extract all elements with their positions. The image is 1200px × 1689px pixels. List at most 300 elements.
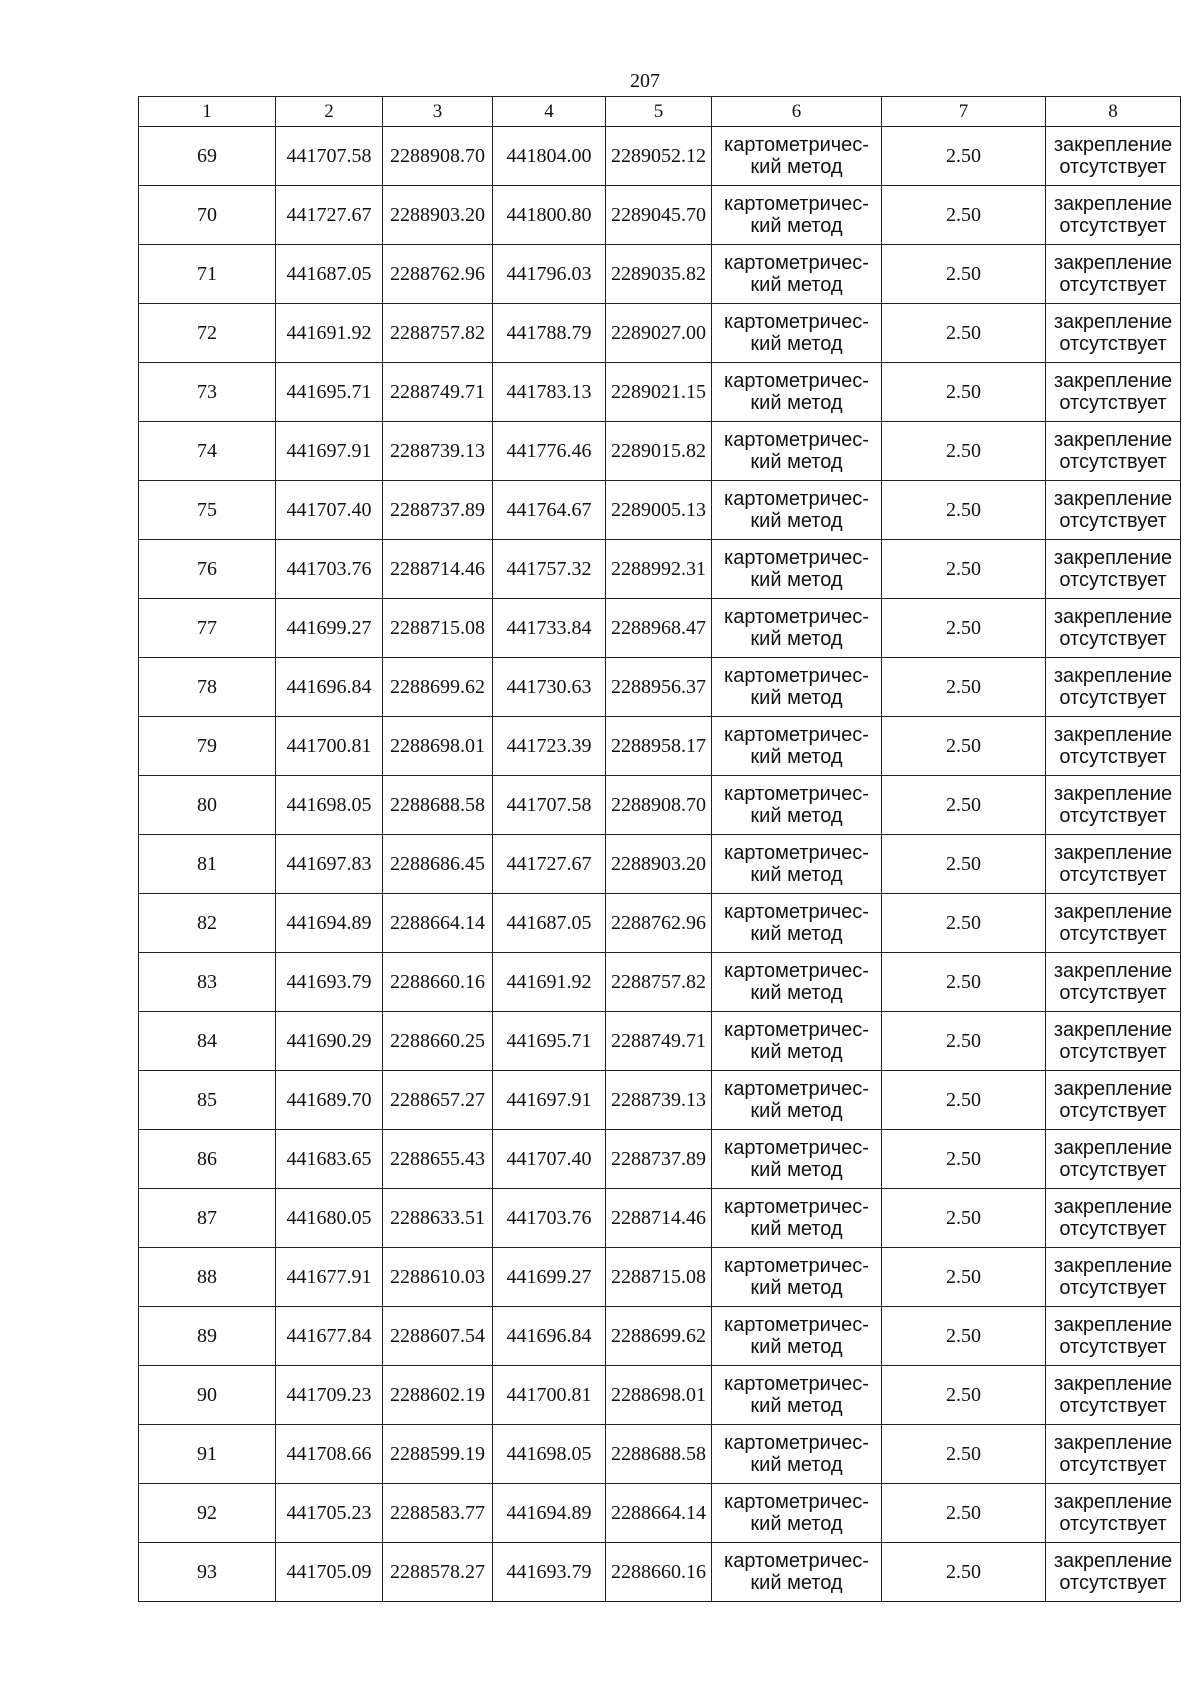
fixation-line-1: закрепление [1053,1196,1173,1218]
x-start-cell: 441703.76 [276,540,383,599]
x-start-cell: 441691.92 [276,304,383,363]
x-start-cell: 441707.58 [276,127,383,186]
y-start-cell: 2288739.13 [383,422,493,481]
method-line-2: кий метод [750,1277,843,1299]
row-number-cell: 74 [139,422,276,481]
y-end-cell: 2289021.15 [606,363,712,422]
method-line-2: кий метод [750,392,843,414]
table-row [139,1248,1181,1307]
table-row [139,422,1181,481]
accuracy-cell: 2.50 [882,1484,1046,1543]
table-row [139,363,1181,422]
accuracy-cell: 2.50 [882,186,1046,245]
row-number-cell: 91 [139,1425,276,1484]
row-number-cell: 93 [139,1543,276,1602]
table-row [139,776,1181,835]
accuracy-cell: 2.50 [882,953,1046,1012]
method-cell [712,953,882,1012]
fixation-line-2: отсутствует [1059,569,1167,591]
fixation-cell [1046,717,1181,776]
fixation-line-2: отсутствует [1059,1100,1167,1122]
method-line-1: картометричес- [724,488,869,510]
fixation-line-1: закрепление [1053,1137,1173,1159]
y-start-cell: 2288664.14 [383,894,493,953]
x-start-cell: 441690.29 [276,1012,383,1071]
column-header: 2 [276,97,383,127]
x-end-cell: 441695.71 [493,1012,606,1071]
x-start-cell: 441677.84 [276,1307,383,1366]
fixation-line-1: закрепление [1053,1432,1173,1454]
fixation-cell [1046,540,1181,599]
method-cell [712,422,882,481]
fixation-cell [1046,776,1181,835]
method-line-2: кий метод [750,982,843,1004]
row-number-cell: 89 [139,1307,276,1366]
x-end-cell: 441727.67 [493,835,606,894]
column-header: 8 [1046,97,1181,127]
accuracy-cell: 2.50 [882,540,1046,599]
method-line-2: кий метод [750,1454,843,1476]
column-header: 1 [139,97,276,127]
method-cell [712,186,882,245]
fixation-cell [1046,835,1181,894]
x-start-cell: 441699.27 [276,599,383,658]
table-row [139,717,1181,776]
table-row [139,1189,1181,1248]
accuracy-cell: 2.50 [882,658,1046,717]
x-end-cell: 441691.92 [493,953,606,1012]
x-start-cell: 441697.91 [276,422,383,481]
fixation-cell [1046,304,1181,363]
fixation-cell [1046,481,1181,540]
accuracy-cell: 2.50 [882,481,1046,540]
row-number-cell: 85 [139,1071,276,1130]
x-start-cell: 441683.65 [276,1130,383,1189]
row-number-cell: 73 [139,363,276,422]
row-number-cell: 72 [139,304,276,363]
fixation-line-1: закрепление [1053,311,1173,333]
y-end-cell: 2288956.37 [606,658,712,717]
table-row [139,1012,1181,1071]
y-start-cell: 2288714.46 [383,540,493,599]
fixation-line-1: закрепление [1053,665,1173,687]
fixation-cell [1046,1130,1181,1189]
method-cell [712,127,882,186]
x-start-cell: 441707.40 [276,481,383,540]
method-cell [712,1130,882,1189]
x-start-cell: 441694.89 [276,894,383,953]
column-header: 3 [383,97,493,127]
row-number-cell: 77 [139,599,276,658]
row-number-cell: 90 [139,1366,276,1425]
method-line-2: кий метод [750,333,843,355]
method-cell [712,776,882,835]
method-line-1: картометричес- [724,1373,869,1395]
table-row [139,304,1181,363]
x-start-cell: 441705.23 [276,1484,383,1543]
accuracy-cell: 2.50 [882,1543,1046,1602]
fixation-cell [1046,1307,1181,1366]
x-end-cell: 441694.89 [493,1484,606,1543]
method-line-2: кий метод [750,628,843,650]
row-number-cell: 88 [139,1248,276,1307]
method-line-2: кий метод [750,805,843,827]
method-cell [712,1425,882,1484]
x-end-cell: 441707.40 [493,1130,606,1189]
y-start-cell: 2288903.20 [383,186,493,245]
y-end-cell: 2289045.70 [606,186,712,245]
table-row [139,658,1181,717]
x-end-cell: 441699.27 [493,1248,606,1307]
method-line-2: кий метод [750,1100,843,1122]
header-row [139,97,1181,127]
fixation-line-2: отсутствует [1059,628,1167,650]
table-row [139,1130,1181,1189]
y-start-cell: 2288607.54 [383,1307,493,1366]
y-start-cell: 2288660.16 [383,953,493,1012]
fixation-line-1: закрепление [1053,842,1173,864]
method-line-1: картометричес- [724,1196,869,1218]
method-line-2: кий метод [750,687,843,709]
fixation-line-1: закрепление [1053,1019,1173,1041]
table-row [139,1307,1181,1366]
accuracy-cell: 2.50 [882,1307,1046,1366]
method-cell [712,1366,882,1425]
y-end-cell: 2288737.89 [606,1130,712,1189]
fixation-line-2: отсутствует [1059,1277,1167,1299]
fixation-cell [1046,1425,1181,1484]
method-cell [712,540,882,599]
x-start-cell: 441700.81 [276,717,383,776]
x-end-cell: 441800.80 [493,186,606,245]
fixation-line-1: закрепление [1053,134,1173,156]
fixation-line-2: отсутствует [1059,215,1167,237]
fixation-line-1: закрепление [1053,370,1173,392]
method-line-1: картометричес- [724,134,869,156]
method-cell [712,717,882,776]
method-cell [712,363,882,422]
method-line-2: кий метод [750,451,843,473]
row-number-cell: 92 [139,1484,276,1543]
x-end-cell: 441733.84 [493,599,606,658]
table-row [139,599,1181,658]
method-line-2: кий метод [750,156,843,178]
fixation-line-1: закрепление [1053,1373,1173,1395]
fixation-line-1: закрепление [1053,606,1173,628]
accuracy-cell: 2.50 [882,1012,1046,1071]
y-end-cell: 2288749.71 [606,1012,712,1071]
y-start-cell: 2288749.71 [383,363,493,422]
method-line-1: картометричес- [724,842,869,864]
y-end-cell: 2289015.82 [606,422,712,481]
method-line-1: картометричес- [724,606,869,628]
y-end-cell: 2289005.13 [606,481,712,540]
method-line-2: кий метод [750,1513,843,1535]
y-start-cell: 2288599.19 [383,1425,493,1484]
method-line-1: картометричес- [724,1314,869,1336]
fixation-line-2: отсутствует [1059,1454,1167,1476]
fixation-line-2: отсутствует [1059,156,1167,178]
y-start-cell: 2288657.27 [383,1071,493,1130]
y-end-cell: 2288739.13 [606,1071,712,1130]
fixation-line-1: закрепление [1053,783,1173,805]
x-start-cell: 441709.23 [276,1366,383,1425]
x-end-cell: 441776.46 [493,422,606,481]
method-line-2: кий метод [750,510,843,532]
column-header: 7 [882,97,1046,127]
fixation-line-2: отсутствует [1059,1041,1167,1063]
table-row [139,1425,1181,1484]
accuracy-cell: 2.50 [882,717,1046,776]
fixation-line-2: отсутствует [1059,1572,1167,1594]
x-end-cell: 441698.05 [493,1425,606,1484]
method-line-2: кий метод [750,1041,843,1063]
fixation-cell [1046,422,1181,481]
x-start-cell: 441695.71 [276,363,383,422]
y-end-cell: 2288757.82 [606,953,712,1012]
method-line-1: картометричес- [724,1255,869,1277]
accuracy-cell: 2.50 [882,894,1046,953]
x-end-cell: 441697.91 [493,1071,606,1130]
y-start-cell: 2288762.96 [383,245,493,304]
accuracy-cell: 2.50 [882,245,1046,304]
x-start-cell: 441698.05 [276,776,383,835]
method-line-2: кий метод [750,746,843,768]
method-line-2: кий метод [750,1159,843,1181]
x-start-cell: 441677.91 [276,1248,383,1307]
column-header: 4 [493,97,606,127]
table-row [139,1366,1181,1425]
method-line-2: кий метод [750,1218,843,1240]
accuracy-cell: 2.50 [882,1071,1046,1130]
fixation-cell [1046,1543,1181,1602]
fixation-cell [1046,599,1181,658]
y-start-cell: 2288660.25 [383,1012,493,1071]
method-line-1: картометричес- [724,252,869,274]
x-end-cell: 441723.39 [493,717,606,776]
method-line-1: картометричес- [724,1078,869,1100]
accuracy-cell: 2.50 [882,422,1046,481]
fixation-line-2: отсутствует [1059,510,1167,532]
method-line-2: кий метод [750,215,843,237]
fixation-line-2: отсутствует [1059,923,1167,945]
method-cell [712,1543,882,1602]
y-end-cell: 2288699.62 [606,1307,712,1366]
method-line-1: картометричес- [724,429,869,451]
accuracy-cell: 2.50 [882,127,1046,186]
y-end-cell: 2288992.31 [606,540,712,599]
y-end-cell: 2288664.14 [606,1484,712,1543]
fixation-cell [1046,953,1181,1012]
method-line-2: кий метод [750,864,843,886]
fixation-cell [1046,894,1181,953]
fixation-line-2: отсутствует [1059,1395,1167,1417]
method-cell [712,1071,882,1130]
fixation-line-2: отсутствует [1059,333,1167,355]
x-end-cell: 441696.84 [493,1307,606,1366]
method-line-1: картометричес- [724,370,869,392]
method-cell [712,1248,882,1307]
method-line-1: картометричес- [724,665,869,687]
y-start-cell: 2288757.82 [383,304,493,363]
x-end-cell: 441764.67 [493,481,606,540]
y-start-cell: 2288610.03 [383,1248,493,1307]
x-start-cell: 441689.70 [276,1071,383,1130]
row-number-cell: 86 [139,1130,276,1189]
row-number-cell: 81 [139,835,276,894]
accuracy-cell: 2.50 [882,304,1046,363]
row-number-cell: 75 [139,481,276,540]
x-end-cell: 441687.05 [493,894,606,953]
y-start-cell: 2288583.77 [383,1484,493,1543]
accuracy-cell: 2.50 [882,776,1046,835]
method-cell [712,481,882,540]
fixation-cell [1046,127,1181,186]
accuracy-cell: 2.50 [882,363,1046,422]
method-line-1: картометричес- [724,1432,869,1454]
row-number-cell: 69 [139,127,276,186]
fixation-cell [1046,186,1181,245]
y-end-cell: 2289052.12 [606,127,712,186]
fixation-cell [1046,1366,1181,1425]
method-cell [712,1307,882,1366]
fixation-line-1: закрепление [1053,1550,1173,1572]
x-start-cell: 441680.05 [276,1189,383,1248]
y-start-cell: 2288655.43 [383,1130,493,1189]
table-row [139,127,1181,186]
fixation-line-2: отсутствует [1059,451,1167,473]
fixation-cell [1046,363,1181,422]
y-start-cell: 2288698.01 [383,717,493,776]
fixation-line-2: отсутствует [1059,1513,1167,1535]
y-start-cell: 2288737.89 [383,481,493,540]
fixation-line-2: отсутствует [1059,982,1167,1004]
method-line-2: кий метод [750,923,843,945]
x-end-cell: 441693.79 [493,1543,606,1602]
method-cell [712,658,882,717]
row-number-cell: 83 [139,953,276,1012]
method-line-1: картометричес- [724,547,869,569]
table-row [139,245,1181,304]
method-line-1: картометричес- [724,1491,869,1513]
fixation-line-2: отсутствует [1059,274,1167,296]
x-start-cell: 441696.84 [276,658,383,717]
y-end-cell: 2288908.70 [606,776,712,835]
method-cell [712,245,882,304]
x-end-cell: 441783.13 [493,363,606,422]
fixation-line-1: закрепление [1053,1314,1173,1336]
x-start-cell: 441697.83 [276,835,383,894]
y-end-cell: 2288903.20 [606,835,712,894]
fixation-line-1: закрепление [1053,1255,1173,1277]
method-line-1: картометричес- [724,724,869,746]
coordinates-table [138,96,1181,1602]
method-line-1: картометричес- [724,901,869,923]
table-row [139,894,1181,953]
y-start-cell: 2288633.51 [383,1189,493,1248]
row-number-cell: 82 [139,894,276,953]
fixation-cell [1046,1012,1181,1071]
fixation-line-1: закрепление [1053,1491,1173,1513]
x-end-cell: 441707.58 [493,776,606,835]
row-number-cell: 71 [139,245,276,304]
accuracy-cell: 2.50 [882,1130,1046,1189]
y-end-cell: 2288968.47 [606,599,712,658]
x-start-cell: 441727.67 [276,186,383,245]
x-start-cell: 441708.66 [276,1425,383,1484]
method-line-2: кий метод [750,1572,843,1594]
method-cell [712,835,882,894]
y-end-cell: 2288715.08 [606,1248,712,1307]
row-number-cell: 79 [139,717,276,776]
fixation-line-1: закрепление [1053,724,1173,746]
fixation-line-2: отсутствует [1059,1218,1167,1240]
method-line-1: картометричес- [724,1137,869,1159]
method-line-1: картометричес- [724,960,869,982]
fixation-cell [1046,1071,1181,1130]
accuracy-cell: 2.50 [882,599,1046,658]
y-end-cell: 2289027.00 [606,304,712,363]
method-line-1: картометричес- [724,311,869,333]
y-end-cell: 2288714.46 [606,1189,712,1248]
fixation-line-2: отсутствует [1059,1336,1167,1358]
method-line-2: кий метод [750,274,843,296]
y-end-cell: 2288958.17 [606,717,712,776]
x-start-cell: 441705.09 [276,1543,383,1602]
fixation-line-1: закрепление [1053,252,1173,274]
fixation-line-2: отсутствует [1059,805,1167,827]
fixation-line-1: закрепление [1053,429,1173,451]
fixation-line-1: закрепление [1053,960,1173,982]
method-cell [712,304,882,363]
page-number: 207 [630,70,660,92]
x-end-cell: 441804.00 [493,127,606,186]
fixation-line-2: отсутствует [1059,864,1167,886]
y-end-cell: 2288762.96 [606,894,712,953]
y-end-cell: 2288660.16 [606,1543,712,1602]
y-start-cell: 2288688.58 [383,776,493,835]
method-line-1: картометричес- [724,1550,869,1572]
method-line-1: картометричес- [724,193,869,215]
method-cell [712,894,882,953]
accuracy-cell: 2.50 [882,1248,1046,1307]
fixation-line-2: отсутствует [1059,392,1167,414]
table-row [139,1484,1181,1543]
fixation-cell [1046,1248,1181,1307]
method-cell [712,599,882,658]
y-start-cell: 2288578.27 [383,1543,493,1602]
row-number-cell: 80 [139,776,276,835]
fixation-line-1: закрепление [1053,547,1173,569]
method-line-2: кий метод [750,569,843,591]
fixation-cell [1046,1484,1181,1543]
fixation-line-1: закрепление [1053,1078,1173,1100]
fixation-line-2: отсутствует [1059,687,1167,709]
table-row [139,1071,1181,1130]
y-end-cell: 2288698.01 [606,1366,712,1425]
fixation-cell [1046,245,1181,304]
column-header: 5 [606,97,712,127]
x-end-cell: 441757.32 [493,540,606,599]
row-number-cell: 84 [139,1012,276,1071]
y-start-cell: 2288908.70 [383,127,493,186]
fixation-line-1: закрепление [1053,193,1173,215]
x-end-cell: 441788.79 [493,304,606,363]
x-end-cell: 441796.03 [493,245,606,304]
fixation-line-2: отсутствует [1059,746,1167,768]
y-start-cell: 2288602.19 [383,1366,493,1425]
method-line-2: кий метод [750,1395,843,1417]
